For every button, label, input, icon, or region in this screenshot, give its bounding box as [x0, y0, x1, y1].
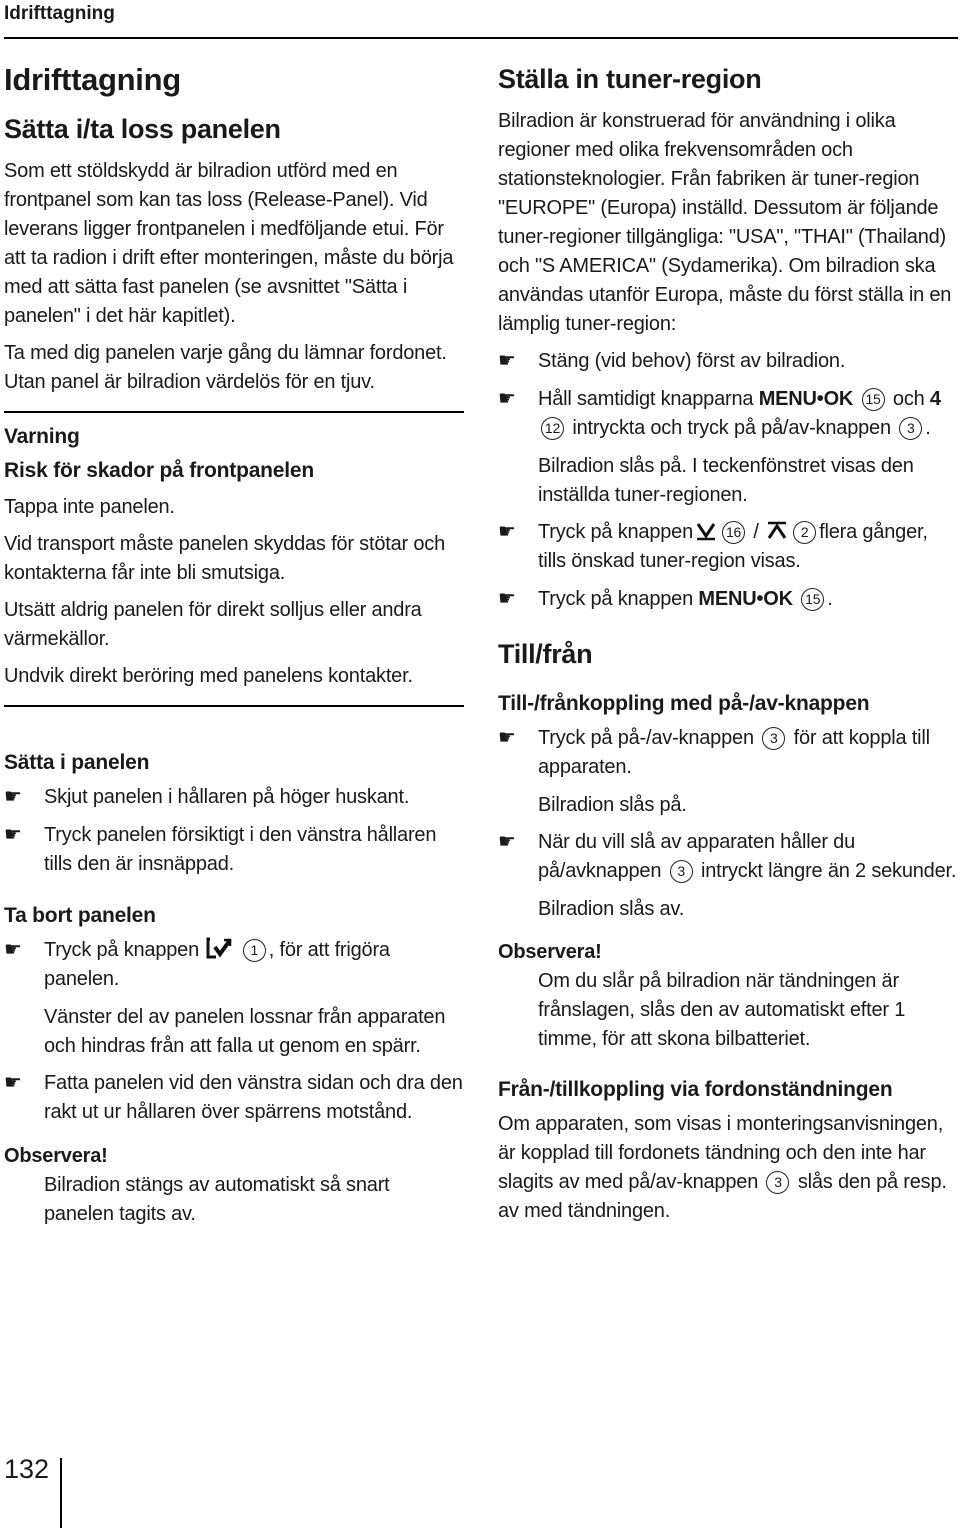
subsection-title: Till-/frånkoppling med på-/av-knappen [498, 692, 870, 715]
insert-panel-title: Sätta i panelen [4, 751, 150, 774]
list-item: ☛ Håll samtidigt knapparna MENU•OK 15 och 4 12 intryckta och tryck på på/av-knappen 3 . [498, 385, 958, 443]
key-number-badge: 3 [766, 1171, 789, 1194]
subsection-title: Från-/tillkoppling via fordonständningen [498, 1078, 893, 1101]
pointing-hand-icon: ☛ [498, 388, 516, 410]
step-note: Bilradion slås på. I teckenfönstret visas den inställda tuner-regionen. [538, 455, 914, 506]
release-button-icon [206, 937, 232, 959]
key-number-badge: 15 [801, 588, 824, 611]
section-title-tuner: Ställa in tuner-region [498, 64, 762, 94]
list-item: ☛ Tryck på knappen 1 , för att frigöra panelen. [4, 936, 464, 994]
warning-box [4, 411, 464, 707]
tuner-paragraph: Bilradion är konstruerad för användning i olika regioner med olika frekvensområden och stationsteknologier. Från fabriken är tuner-region "EUROPE" (Europa) inställd. Dessutom är följande tuner-regioner tillgängliga: "USA", "THAI" (Thailand) och "S AMERICA" (Sydamerika). Om bilradion ska användas utanför Europa, måste du först ställa in en lämplig tuner-region: [498, 110, 952, 335]
page-number-rule [60, 1458, 62, 1528]
chapter-title: Idrifttagning [4, 62, 181, 97]
arrow-down-icon [695, 521, 717, 541]
key-number-badge: 12 [541, 417, 564, 440]
key-number-badge: 1 [243, 939, 266, 962]
list-item: ☛ Stäng (vid behov) först av bilradion. [498, 347, 958, 376]
note-text: Om du slår på bilradion när tändningen är frånslagen, slås den av automatiskt efter 1 timme, för att skona bilbatteriet. [538, 970, 906, 1050]
page-number: 132 [4, 1454, 50, 1484]
key-label: MENU•OK [758, 388, 854, 410]
pointing-hand-icon: ☛ [4, 939, 22, 961]
list-item: ☛ Skjut panelen i hållaren på höger huskant. [4, 783, 464, 812]
list-item: ☛ Tryck panelen försiktigt i den vänstra hållaren tills den är insnäppad. [4, 821, 464, 879]
key-number-badge: 15 [862, 388, 885, 411]
left-column [4, 62, 464, 1237]
key-number-badge: 2 [793, 521, 816, 544]
key-number-badge: 3 [670, 860, 693, 883]
key-number-badge: 3 [762, 727, 785, 750]
right-column [498, 64, 958, 1234]
step-note: Vänster del av panelen lossnar från apparaten och hindras från att falla ut genom en spärr. [44, 1006, 446, 1057]
remove-panel-title: Ta bort panelen [4, 904, 156, 927]
pointing-hand-icon: ☛ [498, 727, 516, 749]
pointing-hand-icon: ☛ [498, 521, 516, 543]
list-item: ☛ Fatta panelen vid den vänstra sidan och dra den rakt ut ur hållaren över spärrens motstånd. [4, 1069, 464, 1127]
section-title-onoff: Till/från [498, 639, 593, 669]
warning-subtitle: Risk för skador på frontpanelen [4, 459, 315, 482]
pointing-hand-icon: ☛ [4, 824, 22, 846]
warning-line: Undvik direkt beröring med panelens kontakter. [4, 665, 413, 687]
list-item: ☛ Tryck på på-/av-knappen 3 för att koppla till apparaten. [498, 724, 958, 782]
pointing-hand-icon: ☛ [498, 350, 516, 372]
list-item: ☛ När du vill slå av apparaten håller du på/avknappen 3 intryckt längre än 2 sekunder. [498, 828, 958, 886]
note-title: Observera! [4, 1145, 108, 1167]
pointing-hand-icon: ☛ [4, 786, 22, 808]
warning-line: Utsätt aldrig panelen för direkt solljus eller andra värmekällor. [4, 599, 422, 650]
pointing-hand-icon: ☛ [4, 1072, 22, 1094]
section-title-panel: Sätta i/ta loss panelen [4, 114, 281, 144]
warning-title: Varning [4, 425, 80, 448]
arrow-up-icon [766, 521, 788, 541]
header-rule [4, 37, 958, 39]
step-note: Bilradion slås på. [538, 794, 687, 816]
key-label: 4 [929, 388, 941, 410]
warning-line: Tappa inte panelen. [4, 496, 175, 518]
key-label: MENU•OK [698, 588, 793, 610]
pointing-hand-icon: ☛ [498, 588, 516, 610]
pointing-hand-icon: ☛ [498, 831, 516, 853]
intro-paragraph: Som ett stöldskydd är bilradion utförd med en frontpanel som kan tas loss (Release-Panel). Vid leverans ligger frontpanelen i medföljande etui. För att ta radion i drift efter monteringen, måste du börja med att sätta fast panelen (se avsnittet "Sätta i panelen" i det här kapitlet). [4, 160, 454, 327]
key-number-badge: 16 [722, 521, 745, 544]
step-note: Bilradion slås av. [538, 898, 685, 920]
note-text: Bilradion stängs av automatiskt så snart panelen tagits av. [44, 1174, 390, 1225]
warning-line: Vid transport måste panelen skyddas för stötar och kontakterna får inte bli smutsiga. [4, 533, 445, 584]
key-number-badge: 3 [899, 417, 922, 440]
running-header: Idrifttagning [4, 3, 115, 24]
note-title: Observera! [498, 941, 602, 963]
ignition-paragraph: Om apparaten, som visas i monteringsanvisningen, är kopplad till fordonets tändning och den inte har slagits av med på/av-knappen 3 slås den på resp. av med tändningen. [498, 1113, 947, 1222]
panel-paragraph: Ta med dig panelen varje gång du lämnar fordonet. Utan panel är bilradion värdelös för en tjuv. [4, 342, 447, 393]
list-item: ☛ Tryck på knappen 16 / 2 flera gånger, tills önskad tuner-region visas. [498, 518, 958, 576]
list-item: ☛ Tryck på knappen MENU•OK 15 . [498, 585, 958, 614]
